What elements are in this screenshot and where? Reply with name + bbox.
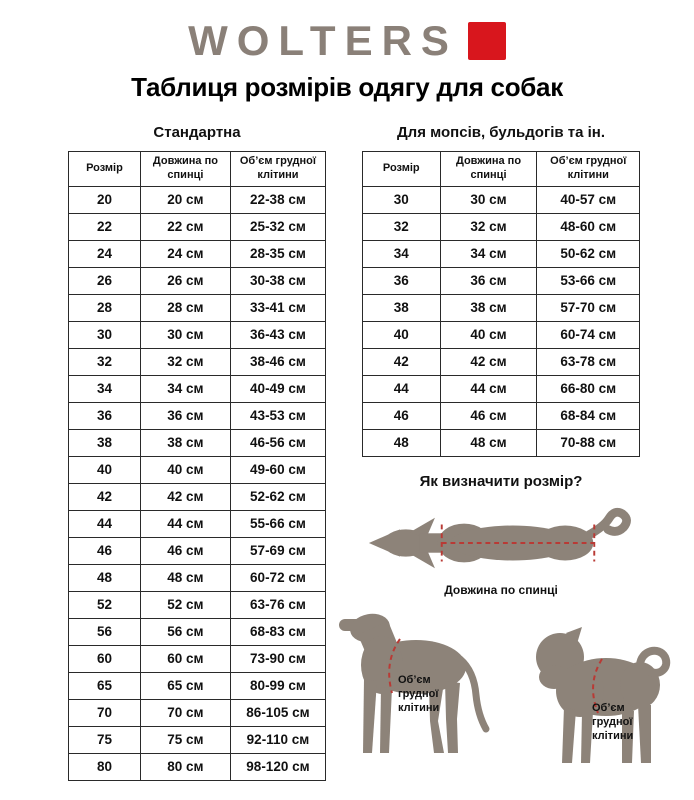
table-cell: 50-62 см (537, 240, 640, 267)
table-cell: 32 (69, 348, 141, 375)
table-cell: 57-70 см (537, 294, 640, 321)
table-cell: 26 (69, 267, 141, 294)
table-cell: 48 см (440, 429, 537, 456)
table-cell: 36 см (140, 402, 230, 429)
table-cell: 66-80 см (537, 375, 640, 402)
column-header: Розмір (69, 152, 141, 187)
table-row (363, 294, 640, 321)
table-cell: 22-38 см (230, 186, 325, 213)
table-cell: 34 (69, 375, 141, 402)
table-row (363, 240, 640, 267)
table-cell: 46 см (440, 402, 537, 429)
table-cell: 36 (69, 402, 141, 429)
table-cell: 38 (363, 294, 441, 321)
table-row (69, 726, 326, 753)
table-cell: 30 см (440, 186, 537, 213)
table-cell: 60-74 см (537, 321, 640, 348)
table-cell: 32 см (140, 348, 230, 375)
table-cell: 22 см (140, 213, 230, 240)
table-cell: 75 (69, 726, 141, 753)
table-row (69, 348, 326, 375)
table-cell: 24 см (140, 240, 230, 267)
standard-table-section (68, 124, 326, 781)
table-cell: 44 см (440, 375, 537, 402)
table-row (69, 456, 326, 483)
table-row (363, 402, 640, 429)
table-cell: 34 см (140, 375, 230, 402)
top-view-dog-illustration (365, 505, 637, 581)
table-cell: 73-90 см (230, 645, 325, 672)
table-row (69, 537, 326, 564)
chest-girth-label: Об’єм грудної клітини (398, 673, 440, 715)
table-cell: 32 (363, 213, 441, 240)
table-cell: 30 (69, 321, 141, 348)
table-cell: 55-66 см (230, 510, 325, 537)
table-cell: 63-78 см (537, 348, 640, 375)
column-header: Довжина по спинці (140, 152, 230, 187)
table-row (363, 267, 640, 294)
table-cell: 42 (69, 483, 141, 510)
logo-text: WOLTERS (188, 17, 458, 64)
table-cell: 48 (363, 429, 441, 456)
table-cell: 20 см (140, 186, 230, 213)
table-row (69, 321, 326, 348)
table-cell: 36 (363, 267, 441, 294)
table-cell: 65 (69, 672, 141, 699)
table-cell: 46 (363, 402, 441, 429)
table-cell: 65 см (140, 672, 230, 699)
header-row (69, 152, 326, 187)
standard-table-title: Стандартна (153, 124, 241, 141)
table-row (363, 429, 640, 456)
table-cell: 30-38 см (230, 267, 325, 294)
table-cell: 44 (69, 510, 141, 537)
table-cell: 38 (69, 429, 141, 456)
measuring-guide (362, 473, 640, 783)
table-cell: 42 (363, 348, 441, 375)
table-cell: 40-57 см (537, 186, 640, 213)
table-row (69, 483, 326, 510)
pugs-table-section (362, 124, 640, 783)
table-row (363, 321, 640, 348)
column-header: Довжина по спинці (440, 152, 537, 187)
table-cell: 40 (363, 321, 441, 348)
table-row (69, 753, 326, 780)
table-cell: 25-32 см (230, 213, 325, 240)
table-cell: 48 см (140, 564, 230, 591)
table-cell: 75 см (140, 726, 230, 753)
header-row (363, 152, 640, 187)
table-cell: 80-99 см (230, 672, 325, 699)
table-cell: 92-110 см (230, 726, 325, 753)
table-cell: 56 см (140, 618, 230, 645)
table-cell: 86-105 см (230, 699, 325, 726)
table-row (69, 591, 326, 618)
table-row (69, 672, 326, 699)
table-row (69, 429, 326, 456)
table-cell: 28-35 см (230, 240, 325, 267)
table-row (69, 375, 326, 402)
table-cell: 46 (69, 537, 141, 564)
table-cell: 46 см (140, 537, 230, 564)
table-cell: 44 см (140, 510, 230, 537)
table-row (69, 402, 326, 429)
column-header: Об’єм грудної клітини (230, 152, 325, 187)
table-cell: 43-53 см (230, 402, 325, 429)
table-cell: 40 см (440, 321, 537, 348)
table-cell: 34 см (440, 240, 537, 267)
table-cell: 48 (69, 564, 141, 591)
table-cell: 26 см (140, 267, 230, 294)
table-cell: 48-60 см (537, 213, 640, 240)
table-cell: 42 см (440, 348, 537, 375)
table-cell: 33-41 см (230, 294, 325, 321)
table-cell: 20 (69, 186, 141, 213)
table-cell: 60-72 см (230, 564, 325, 591)
table-cell: 70-88 см (537, 429, 640, 456)
table-cell: 98-120 см (230, 753, 325, 780)
table-cell: 49-60 см (230, 456, 325, 483)
table-cell: 34 (363, 240, 441, 267)
table-cell: 52-62 см (230, 483, 325, 510)
table-cell: 44 (363, 375, 441, 402)
table-cell: 60 см (140, 645, 230, 672)
table-cell: 42 см (140, 483, 230, 510)
standard-size-table (68, 151, 326, 781)
table-row (69, 213, 326, 240)
table-cell: 28 см (140, 294, 230, 321)
brand-logo (0, 16, 694, 66)
table-cell: 68-83 см (230, 618, 325, 645)
table-row (363, 375, 640, 402)
table-cell: 24 (69, 240, 141, 267)
table-cell: 38 см (140, 429, 230, 456)
table-cell: 40-49 см (230, 375, 325, 402)
table-cell: 22 (69, 213, 141, 240)
table-cell: 38 см (440, 294, 537, 321)
table-row (363, 348, 640, 375)
table-cell: 80 (69, 753, 141, 780)
table-cell: 57-69 см (230, 537, 325, 564)
table-cell: 70 см (140, 699, 230, 726)
table-row (69, 699, 326, 726)
table-cell: 53-66 см (537, 267, 640, 294)
table-cell: 40 (69, 456, 141, 483)
pugs-table-title: Для мопсів, бульдогів та ін. (396, 124, 606, 141)
page-title: Таблиця розмірів одягу для собак (131, 72, 563, 102)
column-header: Об’єм грудної клітини (537, 152, 640, 187)
table-row (69, 618, 326, 645)
table-cell: 30 см (140, 321, 230, 348)
table-row (69, 645, 326, 672)
table-cell: 28 (69, 294, 141, 321)
logo-red-square (468, 22, 506, 60)
table-cell: 46-56 см (230, 429, 325, 456)
table-row (69, 294, 326, 321)
table-cell: 30 (363, 186, 441, 213)
header (0, 0, 694, 103)
table-cell: 36-43 см (230, 321, 325, 348)
table-cell: 70 (69, 699, 141, 726)
table-cell: 52 (69, 591, 141, 618)
table-cell: 56 (69, 618, 141, 645)
table-row (69, 564, 326, 591)
table-cell: 38-46 см (230, 348, 325, 375)
back-length-label: Довжина по спинці (444, 582, 558, 597)
column-header: Розмір (363, 152, 441, 187)
guide-title: Як визначити розмір? (419, 472, 583, 490)
pugs-size-table (362, 151, 640, 457)
chest-girth-label: Об’єм грудної клітини (592, 701, 634, 743)
table-row (363, 213, 640, 240)
table-cell: 40 см (140, 456, 230, 483)
table-row (69, 240, 326, 267)
table-row (69, 510, 326, 537)
table-cell: 52 см (140, 591, 230, 618)
side-view-dogs (362, 603, 640, 783)
table-cell: 63-76 см (230, 591, 325, 618)
table-cell: 68-84 см (537, 402, 640, 429)
table-row (69, 186, 326, 213)
table-cell: 36 см (440, 267, 537, 294)
table-cell: 60 (69, 645, 141, 672)
table-row (363, 186, 640, 213)
table-row (69, 267, 326, 294)
table-cell: 80 см (140, 753, 230, 780)
table-cell: 32 см (440, 213, 537, 240)
